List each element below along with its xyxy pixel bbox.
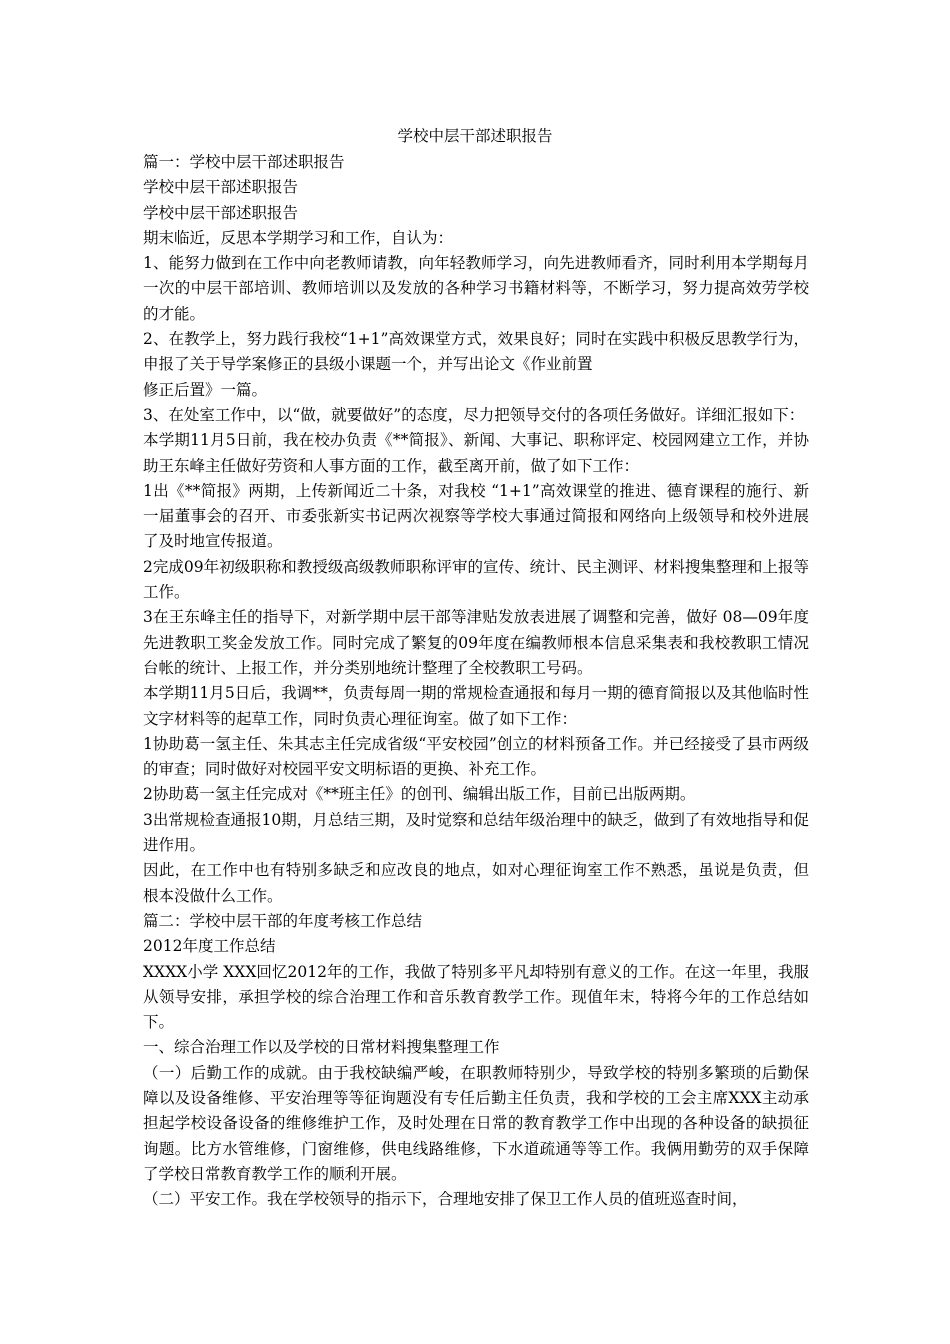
paragraph: （二）平安工作。我在学校领导的指示下，合理地安排了保卫工作人员的值班巡查时间，	[143, 1190, 748, 1209]
paragraph: 1、能努力做到在工作中向老教师请教，向年轻教师学习，向先进教师看齐，同时利用本学期每月一次的中层干部培训、教师培训以及发放的各种学习书籍材料等，不断学习，努力提高效劳学校的才能。	[143, 254, 809, 323]
paragraph: 1协助葛一氢主任、朱其志主任完成省级“平安校园”创立的材料预备工作。并已经接受了县市两级的审查；同时做好对校园平安文明标语的更换、补充工作。	[143, 734, 809, 779]
paragraph: （一）后勤工作的成就。由于我校缺编严峻，在职教师特别少，导致学校的特别多繁琐的后勤保障以及设备维修、平安治理等等征询题没有专任后勤主任负责，我和学校的工会主席XXX主动承担起学校设备设备的维修维护工作，及时处理在日常的教育教学工作中出现的各种设备的缺损征询题。比方水管维修，门窗维修，供电线路维修，下水道疏通等等工作。我俩用勤劳的双手保障了学校日常教育教学工作的顺利开展。	[143, 1063, 809, 1183]
paragraph: 1出《**简报》两期，上传新闻近二十条，对我校 “1+1”高效课堂的推进、德育课程的施行、新一届董事会的召开、市委张新实书记两次视察等学校大事通过简报和网络向上级领导和校外进展了及时地宣传报道。	[143, 481, 809, 551]
paragraph: XXXX小学 XXX回忆2012年的工作，我做了特别多平凡却特别有意义的工作。在这一年里，我服从领导安排，承担学校的综合治理工作和音乐教育教学工作。现值年末，特将今年的工作总结如下。	[143, 962, 809, 1032]
paragraph: 本学期11月5日前，我在校办负责《**简报》、新闻、大事记、职称评定、校园网建立工作，并协助王东峰主任做好劳资和人事方面的工作，截至离开前，做了如下工作：	[143, 431, 809, 475]
document-title: 学校中层干部述职报告	[397, 127, 553, 145]
paragraph: 篇一：学校中层干部述职报告	[143, 153, 345, 171]
paragraph: 学校中层干部述职报告	[143, 178, 299, 197]
paragraph: 因此，在工作中也有特别多缺乏和应改良的地点，如对心理征询室工作不熟悉，虽说是负责，但根本没做什么工作。	[143, 861, 809, 905]
paragraph: 2完成09年初级职称和教授级高级教师职称评审的宣传、统计、民主测评、材料搜集整理和上报等工作。	[143, 557, 809, 602]
document-body	[143, 150, 809, 1212]
paragraph: 修正后置》一篇。	[143, 380, 268, 399]
paragraph: 3出常规检查通报10期，月总结三期，及时觉察和总结年级治理中的缺乏，做到了有效地指导和促进作用。	[143, 810, 809, 855]
paragraph: 2012年度工作总结	[143, 937, 276, 956]
paragraph: 一、综合治理工作以及学校的日常材料搜集整理工作	[143, 1038, 500, 1057]
section-heading: 篇二：学校中层干部的年度考核工作总结	[143, 911, 423, 930]
paragraph: 2、在教学上，努力践行我校“1+1”高效课堂方式，效果良好；同时在实践中积极反思教学行为，申报了关于导学案修正的县级小课题一个，并写出论文《作业前置	[143, 330, 809, 374]
paragraph: 期末临近，反思本学期学习和工作，自认为：	[143, 228, 454, 247]
paragraph: 2协助葛一氢主任完成对《**班主任》的创刊、编辑出版工作，目前已出版两期。	[143, 785, 696, 804]
paragraph: 学校中层干部述职报告	[143, 203, 299, 222]
paragraph: 3、在处室工作中，以“做，就要做好”的态度，尽力把领导交付的各项任务做好。详细汇报如下：	[143, 405, 805, 424]
paragraph: 本学期11月5日后，我调**，负责每周一期的常规检查通报和每月一期的德育简报以及其他临时性文字材料等的起草工作，同时负责心理征询室。做了如下工作：	[143, 684, 809, 728]
paragraph: 3在王东峰主任的指导下，对新学期中层干部等津贴发放表进展了调整和完善，做好 08—09年度先进教职工奖金发放工作。同时完成了繁复的09年度在编教师根本信息采集表和我校教职工情况台帐的统计、上报工作，并分类别地统计整理了全校教职工号码。	[143, 608, 809, 677]
